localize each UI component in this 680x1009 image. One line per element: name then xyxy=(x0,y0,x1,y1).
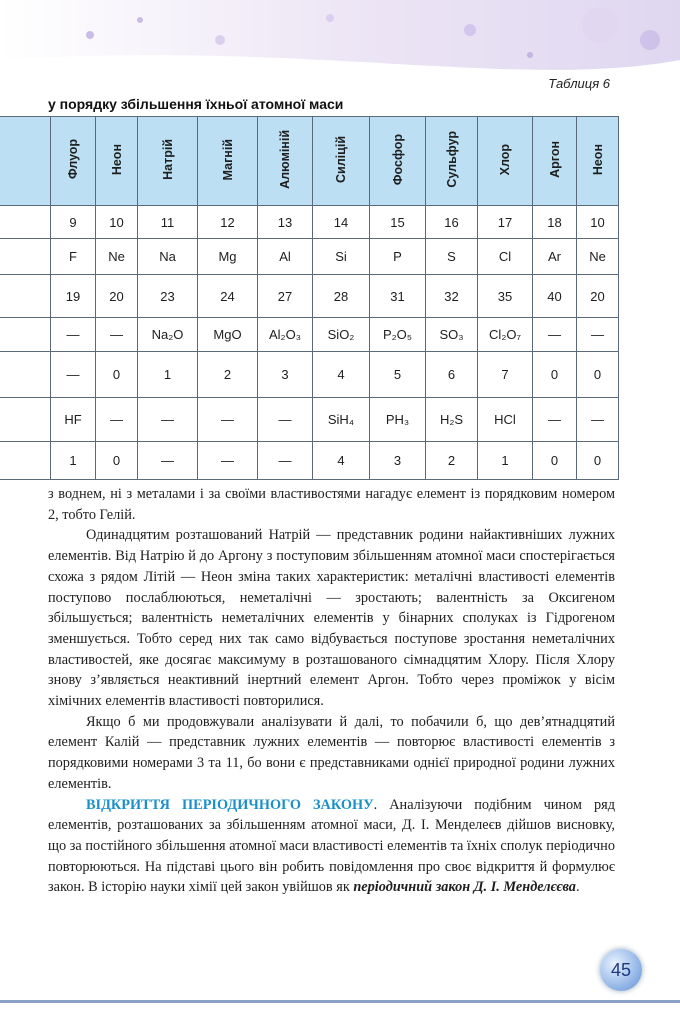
table-cell: 23 xyxy=(138,275,198,318)
table-cell: 2 xyxy=(426,442,478,480)
table-cell: MgO xyxy=(198,318,258,352)
table-cell: Na xyxy=(138,239,198,275)
table-row xyxy=(0,239,619,275)
table-cell: Al xyxy=(258,239,313,275)
page-number xyxy=(600,949,642,991)
table-cell: Ne xyxy=(96,239,138,275)
row-label-empty xyxy=(0,442,51,480)
body-text xyxy=(48,484,615,898)
table-cell: — xyxy=(96,398,138,442)
header-cell: Аргон xyxy=(533,117,577,206)
law-name: періодичний закон Д. І. Менделєєва xyxy=(353,879,576,896)
table-cell: 1 xyxy=(51,442,96,480)
section-title-separator: . xyxy=(373,796,390,813)
table-cell: — xyxy=(533,398,577,442)
table-row xyxy=(0,442,619,480)
table-cell: — xyxy=(138,398,198,442)
header-cell-empty xyxy=(0,117,51,206)
table-cell: 0 xyxy=(577,352,619,398)
table-cell: — xyxy=(138,442,198,480)
table-row xyxy=(0,352,619,398)
table-cell: P₂O₅ xyxy=(370,318,426,352)
table-cell: 27 xyxy=(258,275,313,318)
table-cell: — xyxy=(96,318,138,352)
table-cell: SO₃ xyxy=(426,318,478,352)
section-title: ВІДКРИТТЯ ПЕРІОДИЧНОГО ЗАКОНУ xyxy=(86,796,374,813)
table-cell: 15 xyxy=(370,206,426,239)
header-cell: Силіцій xyxy=(313,117,370,206)
table-cell: 32 xyxy=(426,275,478,318)
table-cell: 0 xyxy=(577,442,619,480)
table-cell: 5 xyxy=(370,352,426,398)
table-cell: 4 xyxy=(313,442,370,480)
table-cell: Mg xyxy=(198,239,258,275)
bottom-rule xyxy=(0,1000,680,1003)
table-cell: Ne xyxy=(577,239,619,275)
table-cell: P xyxy=(370,239,426,275)
table-cell: 0 xyxy=(96,442,138,480)
table-cell: 20 xyxy=(577,275,619,318)
table-cell: 1 xyxy=(478,442,533,480)
row-label-empty xyxy=(0,239,51,275)
table-cell: — xyxy=(198,442,258,480)
table-cell: — xyxy=(51,352,96,398)
header-cell: Натрій xyxy=(138,117,198,206)
paragraph-4 xyxy=(48,795,615,899)
table-cell: 18 xyxy=(533,206,577,239)
table-cell: 17 xyxy=(478,206,533,239)
table-cell: 35 xyxy=(478,275,533,318)
table-cell: 0 xyxy=(96,352,138,398)
table-cell: 40 xyxy=(533,275,577,318)
header-cell: Неон xyxy=(577,117,619,206)
table-row xyxy=(0,318,619,352)
table-cell: — xyxy=(258,442,313,480)
paragraph-4-text: Аналізуючи подібним чином ряд елементів, розташованих за збільшенням атомної маси, Д. І. Менделеєв дійшов висновку, що за постійного збільшення атомної маси властивості елементів та їхніх сполук періодично повторюються. На підставі цього він робить повідомлення про своє відкриття й формулює закон. В історію науки хімії цей закон увійшов як xyxy=(48,796,616,896)
table-cell: F xyxy=(51,239,96,275)
table-cell: 3 xyxy=(258,352,313,398)
table-cell: SiO₂ xyxy=(313,318,370,352)
table-cell: 20 xyxy=(96,275,138,318)
row-label-empty xyxy=(0,318,51,352)
table-cell: 7 xyxy=(478,352,533,398)
table-caption: Таблиця 6 xyxy=(548,76,610,91)
elements-table xyxy=(0,116,619,480)
row-label-empty xyxy=(0,398,51,442)
header-cell: Хлор xyxy=(478,117,533,206)
table-cell: 13 xyxy=(258,206,313,239)
table-cell: 11 xyxy=(138,206,198,239)
table-cell: H₂S xyxy=(426,398,478,442)
table-cell: PH₃ xyxy=(370,398,426,442)
table-cell: Si xyxy=(313,239,370,275)
header-cell: Фосфор xyxy=(370,117,426,206)
table-cell: 4 xyxy=(313,352,370,398)
paragraph-4-end: . xyxy=(575,879,580,896)
table-cell: 28 xyxy=(313,275,370,318)
row-label-empty xyxy=(0,206,51,239)
table-cell: 14 xyxy=(313,206,370,239)
table-heading: у порядку збільшення їхньої атомної маси xyxy=(48,96,344,112)
table-cell: 24 xyxy=(198,275,258,318)
table-header-row xyxy=(0,117,619,206)
table-cell: — xyxy=(533,318,577,352)
paragraph-1: з воднем, ні з металами і за своїми властивостями нагадує елемент із порядковим номером 2, тобто Гелій. xyxy=(48,486,615,523)
table-cell: Ar xyxy=(533,239,577,275)
table-cell: — xyxy=(577,398,619,442)
table-cell: — xyxy=(51,318,96,352)
table-row xyxy=(0,275,619,318)
table-cell: 31 xyxy=(370,275,426,318)
table-cell: 9 xyxy=(51,206,96,239)
table-cell: Na₂O xyxy=(138,318,198,352)
table-cell: 19 xyxy=(51,275,96,318)
table-cell: 10 xyxy=(577,206,619,239)
table-cell: Cl₂O₇ xyxy=(478,318,533,352)
table-cell: 12 xyxy=(198,206,258,239)
table-row xyxy=(0,398,619,442)
paragraph-2: Одинадцятим розташований Натрій — представник родини найактивніших лужних елементів. Від Натрію й до Аргону з поступовим збільшенням атомної маси спостерігається схожа з рядом Літій — Неон зміна таких характеристик: металічні властивості елементів поступово послаблюються, неметалічні — зростають; валентність за Оксигеном збільшується; валентність неметалічних елементів у бінарних сполуках із Гідрогеном зменшується. Тобто серед них так само відбувається поступове зростання неметалічних властивостей, яке досягає максимуму в розташованого сімнадцятим Хлору. Після Хлору знову з’являється неактивний інертний елемент Аргон. Тобто через проміжок у вісім хімічних елементів властивості повторилися. xyxy=(48,527,615,710)
header-cell: Алюміній xyxy=(258,117,313,206)
header-cell: Неон xyxy=(96,117,138,206)
table-cell: — xyxy=(258,398,313,442)
table-cell: Cl xyxy=(478,239,533,275)
table-cell: HCl xyxy=(478,398,533,442)
header-cell: Сульфур xyxy=(426,117,478,206)
table-cell: — xyxy=(577,318,619,352)
row-label-empty xyxy=(0,275,51,318)
table-cell: — xyxy=(198,398,258,442)
table-cell: S xyxy=(426,239,478,275)
row-label-empty xyxy=(0,352,51,398)
table-cell: 10 xyxy=(96,206,138,239)
table-cell: 0 xyxy=(533,442,577,480)
paragraph-3: Якщо б ми продовжували аналізувати й далі, то побачили б, що дев’ятнадцятий елемент Калій — представник лужних елементів — повторює властивості елементів з порядковими номерами 3 та 11, бо вони є представниками однієї природної родини лужних елементів. xyxy=(48,713,615,792)
table-cell: HF xyxy=(51,398,96,442)
table-cell: 6 xyxy=(426,352,478,398)
header-cell: Магній xyxy=(198,117,258,206)
table-cell: 3 xyxy=(370,442,426,480)
table-cell: 0 xyxy=(533,352,577,398)
header-cell: Флуор xyxy=(51,117,96,206)
table-cell: 2 xyxy=(198,352,258,398)
table-cell: SiH₄ xyxy=(313,398,370,442)
page-number-text: 45 xyxy=(610,959,632,980)
table-cell: Al₂O₃ xyxy=(258,318,313,352)
table-cell: 16 xyxy=(426,206,478,239)
table-row xyxy=(0,206,619,239)
table-cell: 1 xyxy=(138,352,198,398)
